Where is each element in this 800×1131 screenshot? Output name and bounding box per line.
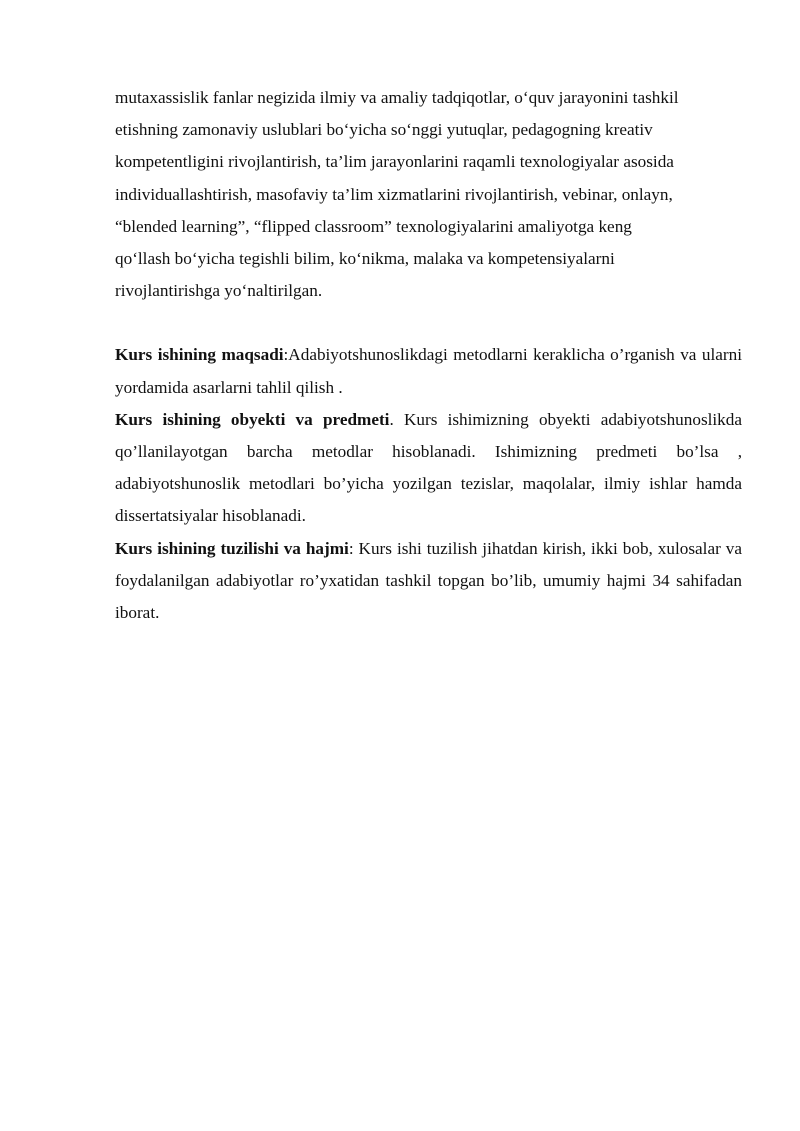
intro-line: kompetentligini rivojlantirish, ta’lim jarayonlarini raqamli texnologiyalar asosida <box>115 152 674 172</box>
object-paragraph <box>115 404 742 533</box>
intro-line: mutaxassislik fanlar negizida ilmiy va amaliy tadqiqotlar, o‘quv jarayonini tashkil <box>115 88 679 107</box>
intro-line: rivojlantirishga yo‘naltirilgan. <box>115 281 323 301</box>
goal-text: :Adabiyotshunoslikdagi metodlarni keraklicha o’rganish va ularni yordamida asarlarni tahlil qilish . <box>115 345 742 397</box>
intro-line: qo‘llash bo‘yicha tegishli bilim, ko‘nikma, malaka va kompetensiyalarni <box>115 249 615 269</box>
goal-heading: Kurs ishining maqsadi <box>115 345 284 365</box>
object-heading: Kurs ishining obyekti va predmeti <box>115 409 390 429</box>
structure-heading: Kurs ishining tuzilishi va hajmi <box>115 538 349 558</box>
intro-line: etishning zamonaviy uslublari bo‘yicha so‘nggi yutuqlar, pedagogning kreativ <box>115 120 653 140</box>
paragraph-gap <box>115 307 742 339</box>
intro-line: individuallashtirish, masofaviy ta’lim xizmatlarini rivojlantirish, vebinar, onlayn, <box>115 184 673 204</box>
intro-line: “blended learning”, “flipped classroom” texnologiyalarini amaliyotga keng <box>115 216 632 236</box>
structure-text: : Kurs ishi tuzilish jihatdan kirish, ikki bob, xulosalar va foydalanilgan adabiyotlar ro’yxatidan tashkil topgan bo’lib, umumiy hajmi 34 sahifadan iborat. <box>115 538 742 623</box>
intro-paragraph <box>115 82 742 307</box>
document-page <box>115 82 742 629</box>
structure-paragraph <box>115 533 742 630</box>
goal-paragraph <box>115 339 742 403</box>
object-text: . Kurs ishimizning obyekti adabiyotshunoslikda qo’llanilayotgan barcha metodlar hisoblanadi. Ishimizning predmeti bo’lsa , adabiyotshunoslik metodlari bo’yicha yozilgan tezislar, maqolalar, ilmiy ishlar hamda dissertatsiyalar hisoblanadi. <box>115 409 742 526</box>
